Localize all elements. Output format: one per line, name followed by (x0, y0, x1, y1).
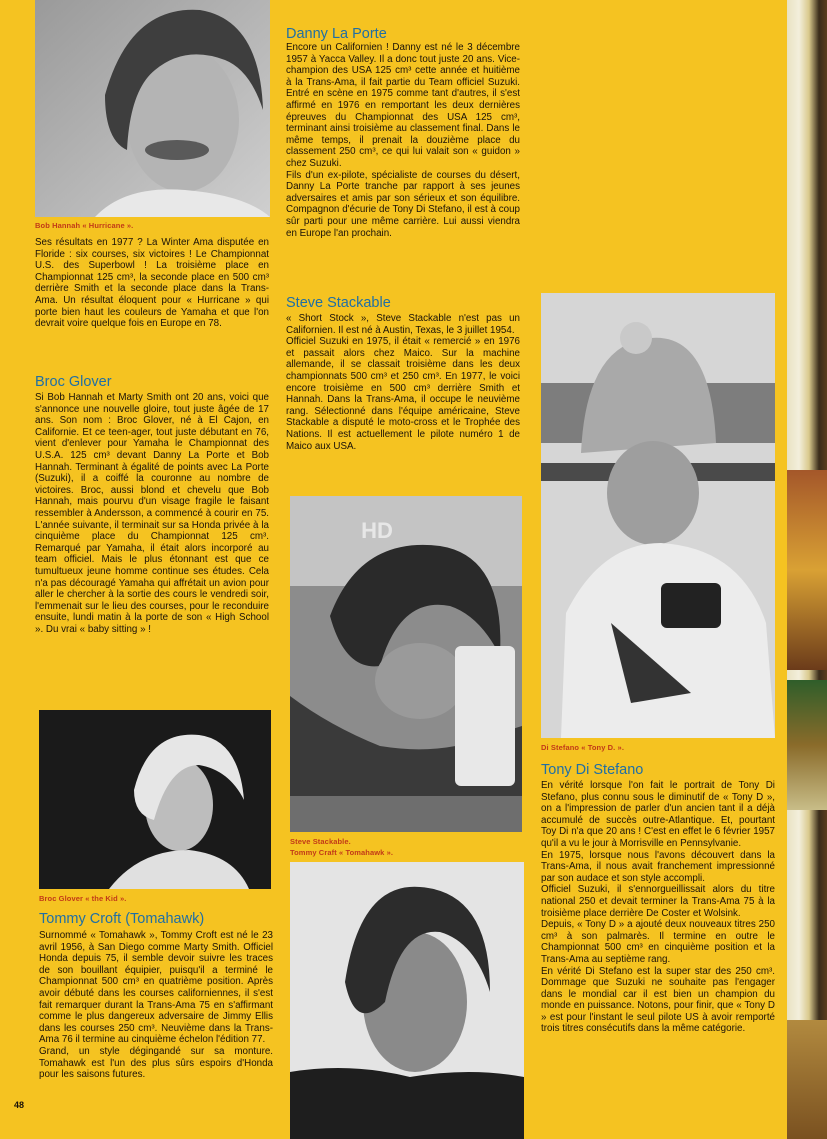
paragraph: Encore un Californien ! Danny est né le 3 décembre 1957 à Yacca Valley. Il a donc tout juste 20 ans. Vice-champion des USA 125 cm³ cette année et huitième à la Trans-Ama, il fait partie du Team officiel Suzuki. Entré en scène en 1975 comme tant d'autres, il s'est affirmé en 1976 en remportant les deux dernières épreuves du Championnat des USA 125 cm³, terminant ainsi troisième au classement final. Dans le même temps, il prenait la douzième place du classement 250 cm³, ce qui lui valait son « guidon » chez Suzuki. (286, 42, 520, 169)
paragraph: Officiel Suzuki en 1975, il était « remercié » en 1976 et passait alors chez Maico. Sur la machine allemande, il se classait troisième dans les deux championnats 500 cm³ et 250 cm³. En 1977, le voici encore troisième en 500 cm³ derrière Smith et Hannah. Dans la Trans-Ama, il occupe le neuvième rang. Sélectionné dans l'équipe américaine, Steve Stackable a disputé le moto-cross et le Trophée des Nations. Il est actuellement le pilote numéro 1 de Maico aux USA. (286, 336, 520, 452)
paragraph: Ses résultats en 1977 ? La Winter Ama disputée en Floride : six courses, six victoires ! Le Championnat U.S. des Superbowl ! La troisième place en Championnat 125 cm³, la seconde place en 500 cm³ derrière Smith et la seconde place dans la Trans-Ama. Un résultat éloquent pour « Hurricane » qui porte bien haut les couleurs de Yamaha et que l'on devrait voire quelque fois en Europe en 78. (35, 237, 269, 330)
heading-broc-glover: Broc Glover (35, 374, 112, 390)
paragraph: Si Bob Hannah et Marty Smith ont 20 ans, voici que s'annonce une nouvelle gloire, tout juste âgée de 17 ans. Son nom : Broc Glover, né à El Cajon, en Californie. Et ce teen-ager, tout juste débutant en 76, vient d'enlever pour Yamaha le Championnat des U.S.A. 125 cm³ devant Danny La Porte et Bob Hannah. Terminant à égalité de points avec La Porte (Suzuki), il a coiffé la couronne au nombre de victoires. Broc, aussi blond et chevelu que Bob Hannah, mais pourvu d'un visage fragile le faisant ressembler à Andersson, a commencé à courir en 75. L'année suivante, il terminait sur sa Honda privée à la cinquième place du Championnat 125 cm³. Remarqué par Yamaha, il était alors incorporé au team officiel. Mais le plus étonnant est que ce tumultueux jeune homme continue ses études. Cela n'a pas découragé Yamaha qui affrétait un avion pour aller le chercher à la sortie des cours le vendredi soir, l'emmenait sur le lieu des courses, pour le reconduire ensuite, lundi matin à la porte de son « High School ». Du vrai « baby sitting » ! (35, 392, 269, 635)
text-tony-di-stefano (541, 780, 775, 1125)
edge-photo-strip (787, 1020, 827, 1139)
paragraph: « Short Stock », Steve Stackable n'est pas un Californien. Il est né à Austin, Texas, le 3 juillet 1954. (286, 313, 520, 336)
watermark: HD (361, 518, 393, 543)
heading-tommy-croft: Tommy Croft (Tomahawk) (39, 911, 205, 927)
page-edge (787, 0, 827, 1139)
text-steve-stackable (286, 313, 520, 491)
text-broc-glover (35, 392, 269, 722)
text-hannah-results (35, 237, 269, 359)
edge-photo-strip (787, 680, 827, 810)
paragraph: Fils d'un ex-pilote, spécialiste de courses du désert, Danny La Porte tranche par rapport à ses jeunes adversaires et amis par son sérieux et son équilibre. Compagnon d'écurie de Tony Di Stefano, il est à coup sûr parti pour une même carrière. Lui aussi viendra en Europe l'an prochain. (286, 169, 520, 239)
paragraph: En vérité Di Stefano est la super star des 250 cm³. Dommage que Suzuki ne souhaite pas l'engager dans le mondial car il est bien un champion du monde en puissance. Notons, pour finir, que « Tony D » est pour l'instant le seul pilote US à avoir remporté trois titres consécutifs dans la même catégorie. (541, 965, 775, 1035)
paragraph: Depuis, « Tony D » a ajouté deux nouveaux titres 250 cm³ à son palmarès. Il termine en outre le Championnat 500 cm³ en cinquième position et la Trans-Ama au septième rang. (541, 919, 775, 965)
caption-tommy-croft: Tommy Craft « Tomahawk ». (290, 848, 394, 857)
caption-steve-stackable: Steve Stackable. (290, 837, 351, 846)
photo-broc-glover (39, 710, 271, 889)
photo-tommy-croft (290, 862, 524, 1139)
edge-photo-strip (787, 470, 827, 670)
caption-bob-hannah: Bob Hannah « Hurricane ». (35, 221, 134, 230)
text-danny-la-porte (286, 42, 520, 280)
caption-broc-glover: Broc Glover « the Kid ». (39, 894, 127, 903)
paragraph: Grand, un style dégingandé sur sa monture. Tomahawk est l'un des plus sûrs espoirs d'Honda pour les saisons futures. (39, 1045, 273, 1081)
heading-tony-di-stefano: Tony Di Stefano (541, 762, 644, 778)
page-number: 48 (14, 1100, 25, 1110)
paragraph: En 1975, lorsque nous l'avons découvert dans la Trans-Ama, il nous avait franchement impressionné par son audace et son style accompli. (541, 849, 775, 884)
paragraph: Surnommé « Tomahawk », Tommy Croft est né le 23 avril 1956, à San Diego comme Marty Smith. Officiel Honda depuis 75, il semble devoir suivre les traces de son bouillant équipier, puisqu'il a terminé le Championnat 500 cm³ en quatrième position. Après avoir débuté dans les courses californiennes, il s'est fait remarquer durant la Trans-Ama 75 en s'affirmant comme le plus dangereux adversaire de Jimmy Ellis dans les courses 250 cm³. Neuvième dans la Trans-Ama 76 il termine au cinquième échelon l'édition 77. (39, 930, 273, 1046)
photo-bob-hannah (35, 0, 270, 217)
heading-danny-la-porte: Danny La Porte (286, 26, 387, 42)
heading-steve-stackable: Steve Stackable (286, 295, 391, 311)
photo-tony-di-stefano (541, 293, 775, 738)
paragraph: Officiel Suzuki, il s'ennorgueillissait alors du titre national 250 et devait terminer la Trans-Ama 75 à la troisième place derrière De Coster et Wolsink. (541, 884, 775, 919)
paragraph: En vérité lorsque l'on fait le portrait de Tony Di Stefano, plus connu sous le diminutif de « Tony D », on a l'impression de parler d'un ancien tant il a déjà accumulé de succès outre-Atlantique. Et, pourtant Toy Di n'a que 20 ans ! C'est en effet le 6 février 1957 qu'il a vu le jour à Morrisville en Pennsylvanie. (541, 780, 775, 849)
caption-tony-di-stefano: Di Stefano « Tony D. ». (541, 743, 625, 752)
text-tommy-croft (39, 930, 273, 1115)
